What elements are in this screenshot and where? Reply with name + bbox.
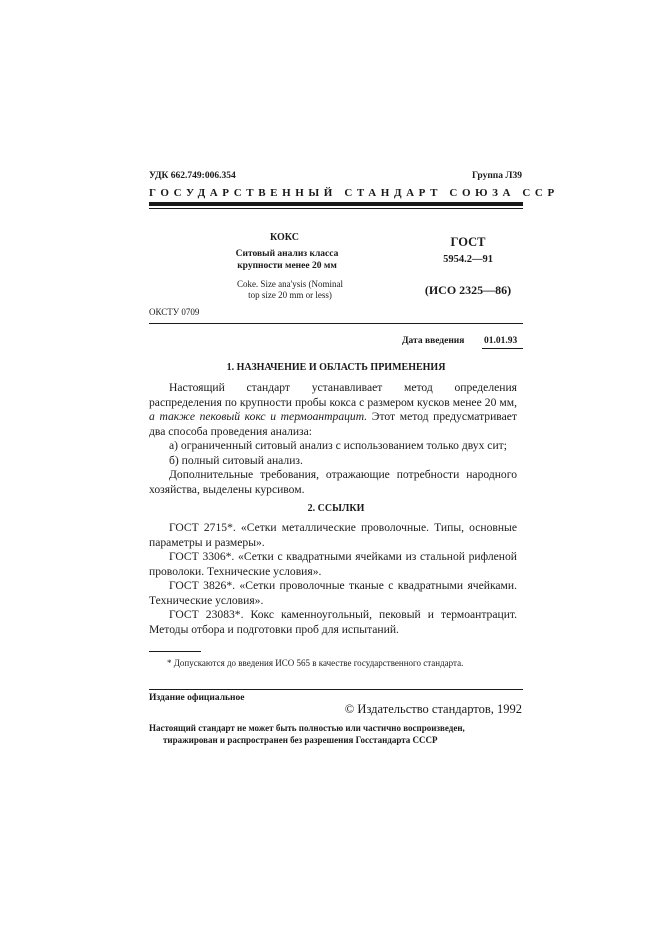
section1-p1-italic: а также пековый кокс и термоантрацит. xyxy=(149,410,368,423)
doc-english-line1: Coke. Size ana'ysis (Nominal xyxy=(236,279,344,289)
section1-body xyxy=(149,381,517,497)
official-edition-label: Издание официальное xyxy=(149,693,245,703)
section1-item-a: а) ограниченный ситовый анализ с использованием только двух сит; xyxy=(169,439,507,452)
doc-subtitle-line2: крупности менее 20 мм xyxy=(237,261,337,271)
title-block-rule xyxy=(149,323,523,324)
doc-title: КОКС xyxy=(270,232,300,243)
reference-3: ГОСТ 3826*. «Сетки проволочные тканые с квадратными ячейками. Технические условия». xyxy=(149,579,517,607)
group-code: Группа Л39 xyxy=(471,171,522,181)
reference-4: ГОСТ 23083*. Кокс каменноугольный, пековый и термоантрацит. Методы отбора и подготовки проб для испытаний. xyxy=(149,608,517,636)
section1-heading: 1. НАЗНАЧЕНИЕ И ОБЛАСТЬ ПРИМЕНЕНИЯ xyxy=(226,362,446,373)
reference-1: ГОСТ 2715*. «Сетки металлические проволочные. Типы, основные параметры и размеры». xyxy=(149,521,517,549)
footnote-text: * Допускаются до введения ИСО 565 в качестве государственного стандарта. xyxy=(167,658,464,668)
intro-date-underline xyxy=(482,348,523,349)
doc-english-line2: top size 20 mm or less) xyxy=(248,290,332,300)
section2-body xyxy=(149,521,517,637)
intro-date-label: Дата введения xyxy=(402,336,465,346)
state-standard-title: ГОСУДАРСТВЕННЫЙ СТАНДАРТ СОЮЗА ССР xyxy=(149,187,559,199)
udk-code: УДК 662.749:006.354 xyxy=(149,171,236,181)
footer-rule xyxy=(149,689,523,690)
iso-reference: (ИСО 2325—86) xyxy=(424,283,512,297)
reproduction-notice-line1: Настоящий стандарт не может быть полностью или частично воспроизведен, xyxy=(149,723,465,733)
reference-2: ГОСТ 3306*. «Сетки с квадратными ячейками из стальной рифленой проволоки. Технические условия». xyxy=(149,550,517,578)
copyright-notice: © Издательство стандартов, 1992 xyxy=(344,702,522,716)
section2-heading: 2. ССЫЛКИ xyxy=(307,503,365,514)
section1-item-b: б) полный ситовый анализ. xyxy=(169,453,303,467)
gost-label: ГОСТ xyxy=(450,235,486,249)
section1-p1-end: Этот метод предусматривает два способа проведения анализа: xyxy=(149,410,517,438)
section1-paragraph1 xyxy=(149,381,517,439)
section1-p1-start: Настоящий стандарт устанавливает метод определения распределения по крупности пробы кокса с размером кусков менее 20 мм, xyxy=(149,381,517,409)
doc-subtitle-line1: Ситовый анализ класса xyxy=(235,249,339,259)
header-thin-rule xyxy=(149,208,523,209)
gost-number: 5954.2—91 xyxy=(443,254,493,265)
footnote-rule xyxy=(149,651,201,652)
reproduction-notice-line2: тиражирован и распространен без разрешения Госстандарта СССР xyxy=(163,735,438,745)
intro-date-value: 01.01.93 xyxy=(484,336,518,346)
okstu-code: ОКСТУ 0709 xyxy=(149,307,200,317)
header-thick-rule xyxy=(149,202,523,206)
section1-paragraph2: Дополнительные требования, отражающие потребности народного хозяйства, выделены курсивом. xyxy=(149,468,517,496)
